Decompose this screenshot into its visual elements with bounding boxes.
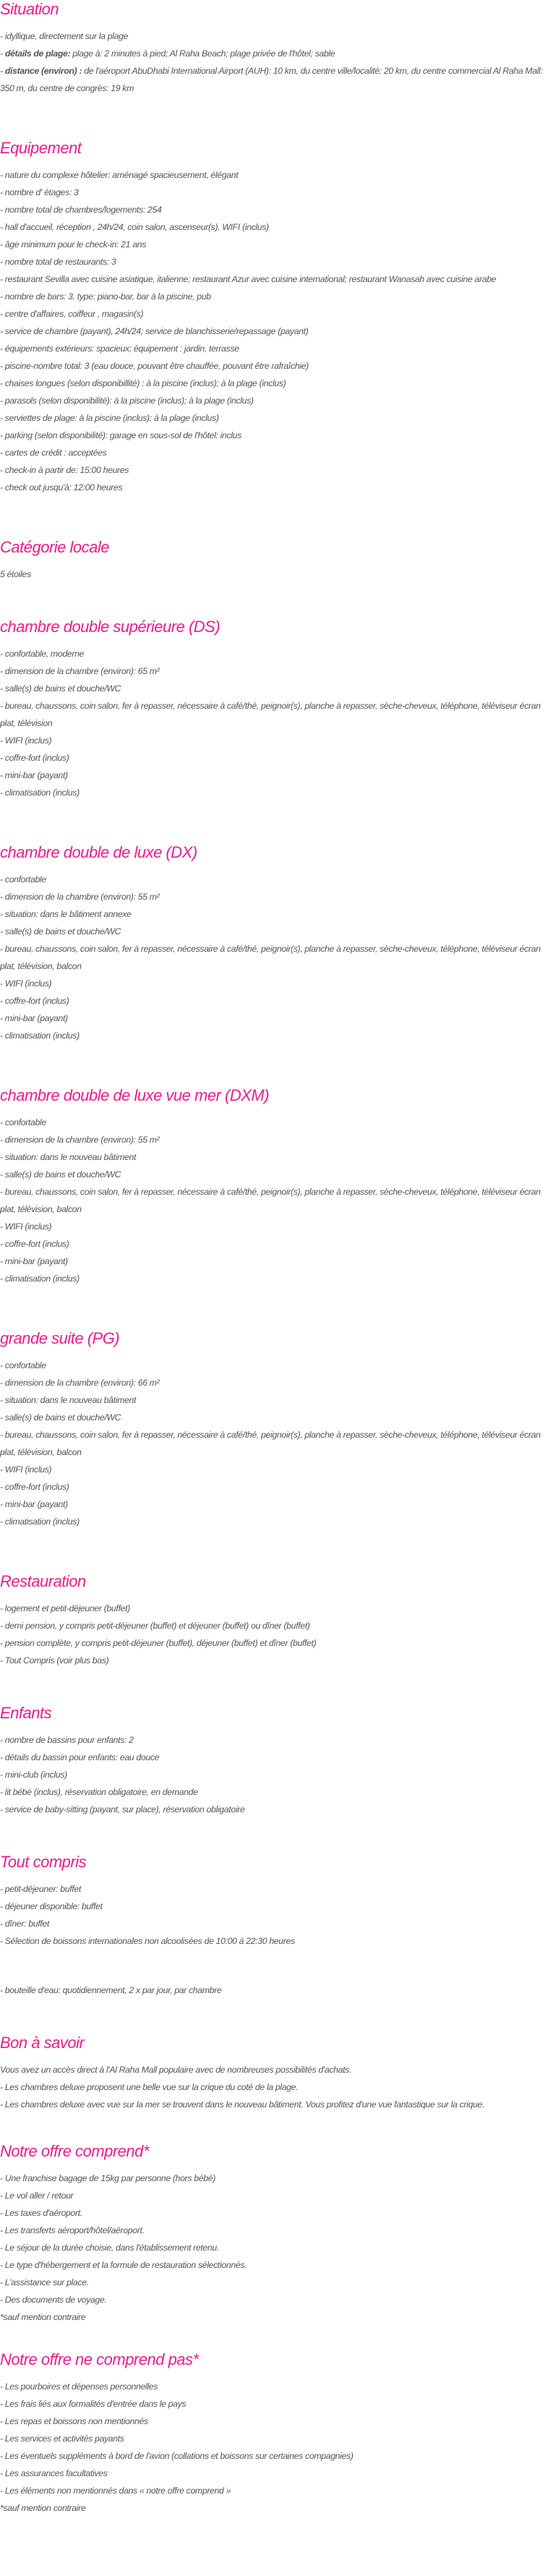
list-item: - coffre-fort (inclus): [0, 753, 69, 763]
list-item: - petit-déjeuner: buffet: [0, 1884, 81, 1894]
list-item: - salle(s) de bains et douche/WC: [0, 926, 121, 937]
list-item: - Sélection de boissons internationales non alcoolisées de 10:00 à 22:30 heures: [0, 1936, 295, 1946]
list-item: - cartes de crédit : acceptées: [0, 448, 107, 458]
list-item: - climatisation (inclus): [0, 1274, 80, 1284]
list-item: - Les chambres deluxe avec vue sur la mer se trouvent dans le nouveau bâtiment. Vous profitez d'une vue fantastique sur la crique.: [0, 2099, 485, 2110]
list-item: - Le type d'hébergement et la formule de restauration sélectionnés.: [0, 2260, 247, 2270]
footnote: *sauf mention contraire: [0, 2503, 86, 2513]
list-item: - Les éventuels suppléments à bord de l'avion (collations et boissons sur certaines compagnies): [0, 2451, 354, 2461]
list-item: - mini-bar (payant): [0, 1013, 68, 1023]
list-item: - WIFI (inclus): [0, 978, 52, 989]
list-item: - centre d'affaires, coiffeur , magasin(s): [0, 309, 144, 319]
list-item: - coffre-fort (inclus): [0, 1239, 69, 1249]
tout-compris-list: [0, 1880, 548, 1950]
list-item: - parking (selon disponibilité): garage en sous-sol de l'hôtel: inclus: [0, 430, 241, 440]
list-item: - salle(s) de bains et douche/WC: [0, 683, 121, 694]
list-item: - Les assurances facultatives: [0, 2468, 108, 2478]
section-categorie: [0, 538, 548, 583]
list-item: - Le vol aller / retour: [0, 2191, 74, 2201]
list-item: - idyllique, directement sur la plage: [0, 31, 129, 41]
list-item: - dimension de la chambre (environ): 66 m²: [0, 1378, 160, 1388]
list-item: - bouteille d'eau: quotidiennement, 2 x par jour, par chambre: [0, 1985, 222, 1995]
section-equipement: [0, 139, 548, 496]
list-item: - distance (environ) : de l'aéroport AbuDhabi International Airport (AUH): 10 km, du centre ville/localité: 20 km, du centre commercial Al Raha Mall: 350 m, du centre de congrès: 19 km: [0, 66, 543, 93]
spacer: [0, 1818, 548, 1853]
list-item: - dimension de la chambre (environ): 65 m²: [0, 666, 160, 676]
spacer: [0, 1999, 548, 2034]
list-item: - bureau, chaussons, coin salon, fer à repasser, nécessaire à café/thé, peignoir(s), planche à repasser, sèche-cheveux, téléphone, téléviseur écran plat, télévision, balcon: [0, 1187, 541, 1214]
section-room-dx: [0, 843, 548, 1044]
room-features: [0, 871, 548, 1044]
list-item: - nombre de bassins pour enfants: 2: [0, 1735, 134, 1745]
list-item: - nombre d' étages: 3: [0, 187, 79, 197]
list-item: - service de chambre (payant), 24h/24; service de blanchisserie/repassage (payant): [0, 326, 309, 336]
item-label: distance (environ) :: [4, 66, 82, 76]
list-item: - climatisation (inclus): [0, 1031, 80, 1041]
list-item: - coffre-fort (inclus): [0, 1482, 69, 1492]
section-room-ds: [0, 618, 548, 801]
room-title: chambre double de luxe (DX): [0, 843, 197, 861]
section-title-situation: Situation: [0, 0, 59, 18]
room-title: chambre double supérieure (DS): [0, 618, 221, 636]
list-item: - Les transferts aéroport/hôtel/aéroport.: [0, 2225, 145, 2235]
section-room-pg: [0, 1329, 548, 1530]
section-offre-ne-comprend-pas: [0, 2350, 548, 2517]
bon-a-savoir-list: [0, 2061, 548, 2113]
list-item: - mini-bar (payant): [0, 1256, 68, 1266]
section-tout-compris: [0, 1853, 548, 1999]
spacer: [0, 1950, 548, 1982]
footnote: *sauf mention contraire: [0, 2312, 86, 2322]
list-item: - climatisation (inclus): [0, 1517, 80, 1527]
section-title-offre-comprend: Notre offre comprend*: [0, 2142, 149, 2160]
list-item: - restaurant Sevilla avec cuisine asiatique, italienne; restaurant Azur avec cuisine international; restaurant Wanasah avec cuisine arabe: [0, 274, 497, 284]
list-item: - L'assistance sur place.: [0, 2277, 89, 2287]
room-features: [0, 1357, 548, 1530]
list-item: - hall d'accueil, réception , 24h/24, coin salon, ascenseur(s), WIFI (inclus): [0, 222, 269, 232]
section-title-enfants: Enfants: [0, 1704, 52, 1722]
list-item: - bureau, chaussons, coin salon, fer à repasser, nécessaire à café/thé, peignoir(s), planche à repasser, sèche-cheveux, téléphone, téléviseur écran plat, télévision: [0, 701, 541, 728]
list-item: - confortable: [0, 1117, 46, 1127]
enfants-list: [0, 1731, 548, 1818]
list-item: - Les pourboires et dépenses personnelles: [0, 2381, 158, 2392]
list-item: - confortable: [0, 1360, 46, 1370]
restauration-list: [0, 1600, 548, 1669]
section-enfants: [0, 1704, 548, 1818]
list-item: - demi pension, y compris petit-déjeuner (buffet) et déjeuner (buffet) ou dîner (buffet): [0, 1621, 310, 1631]
list-item: - chaises longues (selon disponibillité) : à la piscine (inclus); à la plage (inclus): [0, 378, 286, 388]
list-item: - dimension de la chambre (environ): 55 m²: [0, 892, 160, 902]
list-item: - dimension de la chambre (environ): 55 m²: [0, 1135, 160, 1145]
section-restauration: [0, 1572, 548, 1669]
list-item: - salle(s) de bains et douche/WC: [0, 1169, 121, 1180]
list-item: - bureau, chaussons, coin salon, fer à repasser, nécessaire à café/thé, peignoir(s), planche à repasser, sèche-cheveux, téléphone, téléviseur écran plat, télévision, balcon: [0, 1430, 541, 1457]
room-features: [0, 645, 548, 801]
list-item: - Des documents de voyage.: [0, 2295, 107, 2305]
list-item: - Le séjour de la durée choisie, dans l'établissement retenu.: [0, 2243, 219, 2253]
list-item: - piscine-nombre total: 3 (eau douce, pouvant être chauffée, pouvant être rafraîchie): [0, 361, 309, 371]
list-item: - Une franchise bagage de 15kg par personne (hors bébé): [0, 2173, 215, 2183]
section-room-dxm: [0, 1086, 548, 1287]
list-item: - âge minimum pour le check-in: 21 ans: [0, 239, 146, 250]
list-item: - Les repas et boissons non mentionnés: [0, 2416, 148, 2426]
list-item: - détails de plage: plage à: 2 minutes à pied; Al Raha Beach; plage privée de l'hôtel; sable: [0, 48, 335, 59]
star-rating-text: 5 étoiles: [0, 569, 31, 579]
section-situation: [0, 0, 548, 97]
list-item: - Les taxes d'aéroport.: [0, 2208, 82, 2218]
spacer: [0, 496, 548, 538]
list-item: - dîner: buffet: [0, 1919, 49, 1929]
list-item: - service de baby-sitting (payant, sur place), réservation obligatoire: [0, 1804, 245, 1814]
list-item: - situation: dans le nouveau bâtiment: [0, 1395, 137, 1405]
room-features: [0, 1114, 548, 1287]
spacer: [0, 2326, 548, 2350]
list-item: Vous avez un accès direct à l'Al Raha Mall populaire avec de nombreuses possibilités d'achats.: [0, 2065, 352, 2075]
spacer: [0, 583, 548, 618]
room-title: chambre double de luxe vue mer (DXM): [0, 1086, 270, 1104]
list-item: - salle(s) de bains et douche/WC: [0, 1412, 121, 1423]
situation-list: [0, 27, 548, 97]
list-item: - logement et petit-déjeuner (buffet): [0, 1603, 130, 1613]
offre-ne-comprend-pas-list: [0, 2378, 548, 2499]
list-item: - détails du bassin pour enfants: eau douce: [0, 1752, 160, 1762]
list-item: - Les services et activités payants: [0, 2434, 124, 2444]
room-title: grande suite (PG): [0, 1329, 120, 1347]
list-item: - confortable, moderne: [0, 649, 85, 659]
spacer: [0, 1044, 548, 1086]
spacer: [0, 1669, 548, 1704]
list-item: - confortable: [0, 874, 46, 884]
list-item: - climatisation (inclus): [0, 788, 80, 798]
list-item: - nature du complexe hôtelier: aménagé spacieusement, élégant: [0, 170, 239, 180]
spacer: [0, 2113, 548, 2142]
section-bon-a-savoir: [0, 2034, 548, 2113]
section-title-bon-a-savoir: Bon à savoir: [0, 2034, 85, 2052]
list-item: - lit bébé (inclus), réservation obligatoire, en demande: [0, 1787, 198, 1797]
list-item: - Les chambres deluxe proposent une belle vue sur la crique du coté de la plage.: [0, 2082, 299, 2092]
list-item: - check out jusqu'à: 12:00 heures: [0, 482, 123, 492]
section-title-restauration: Restauration: [0, 1572, 86, 1590]
list-item: - équipements extérieurs: spacieux; équipement : jardin, terrasse: [0, 344, 239, 354]
section-title-categorie: Catégorie locale: [0, 538, 109, 556]
list-item: - WIFI (inclus): [0, 735, 52, 746]
list-item: - déjeuner disponible: buffet: [0, 1901, 103, 1911]
spacer: [0, 801, 548, 843]
list-item: - situation: dans le bâtiment annexe: [0, 909, 132, 919]
list-item: - nombre total de chambres/logements: 254: [0, 205, 162, 215]
section-title-offre-ne-comprend-pas: Notre offre ne comprend pas*: [0, 2350, 199, 2368]
spacer: [0, 1530, 548, 1572]
spacer: [0, 1287, 548, 1329]
list-item: - WIFI (inclus): [0, 1221, 52, 1232]
list-item: - nombre total de restaurants: 3: [0, 257, 116, 267]
list-item: - WIFI (inclus): [0, 1464, 52, 1475]
section-offre-comprend: [0, 2142, 548, 2326]
section-title-tout-compris: Tout compris: [0, 1853, 87, 1871]
offre-comprend-list: [0, 2170, 548, 2308]
equipement-list: [0, 166, 548, 496]
list-item: - serviettes de plage: à la piscine (inclus); à la plage (inclus): [0, 413, 219, 423]
section-title-equipement: Equipement: [0, 139, 82, 157]
list-item: - check-in à partir de: 15:00 heures: [0, 465, 129, 475]
item-label: détails de plage:: [4, 48, 71, 59]
list-item: - pension complète, y compris petit-déjeuner (buffet), déjeuner (buffet) et dîner (buffet): [0, 1638, 317, 1648]
list-item: - situation: dans le nouveau bâtiment: [0, 1152, 137, 1162]
list-item: - bureau, chaussons, coin salon, fer à repasser, nécessaire à café/thé, peignoir(s), planche à repasser, sèche-cheveux, téléphone, téléviseur écran plat, télévision, balcon: [0, 944, 541, 971]
list-item: - Les éléments non mentionnés dans « notre offre comprend »: [0, 2486, 231, 2496]
list-item: - nombre de bars: 3, type: piano-bar, bar à la piscine, pub: [0, 291, 211, 302]
list-item: - Tout Compris (voir plus bas): [0, 1655, 109, 1666]
list-item: - coffre-fort (inclus): [0, 996, 69, 1006]
list-item: - parasols (selon disponibilité): à la piscine (inclus); à la plage (inclus): [0, 396, 254, 406]
list-item: - mini-bar (payant): [0, 1499, 68, 1509]
list-item: - mini-bar (payant): [0, 770, 68, 780]
list-item: - Les frais liés aux formalités d'entrée dans le pays: [0, 2399, 187, 2409]
list-item: - mini-club (inclus): [0, 1770, 67, 1780]
spacer: [0, 97, 548, 139]
